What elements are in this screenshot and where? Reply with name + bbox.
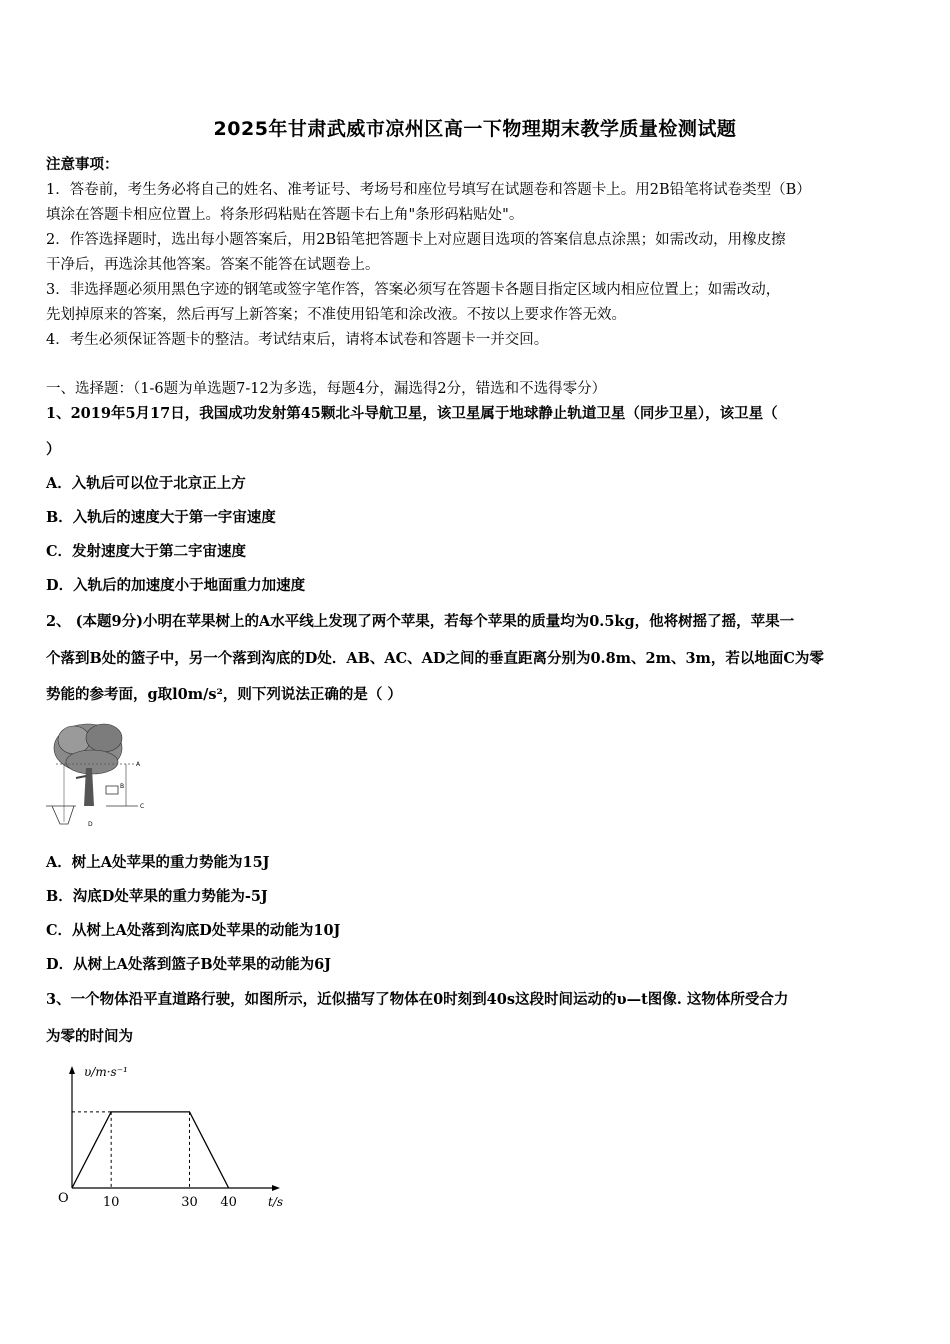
section-heading: 一、选择题：（1-6题为单选题7-12为多选，每题4分，漏选得2分，错选和不选得零分） xyxy=(46,381,607,397)
q2-option-a: A．树上A处苹果的重力势能为15J xyxy=(46,854,270,871)
notice-line: 1．答卷前，考生务必将自己的姓名、准考证号、考场号和座位号填写在试题卷和答题卡上。用2B铅笔将试卷类型（B） xyxy=(46,182,811,198)
figure-label-d: D xyxy=(88,821,93,828)
x-tick-label: 10 xyxy=(102,1195,120,1210)
q1-stem-cont: ） xyxy=(46,441,61,458)
figure-label-c: C xyxy=(140,803,145,810)
q3-stem-cont: 为零的时间为 xyxy=(46,1028,133,1045)
q2-stem: 2、 (本题9分)小明在苹果树上的A水平线上发现了两个苹果，若每个苹果的质量均为0.5kg，他将树摇了摇，苹果一 xyxy=(46,613,795,630)
q2-option-d: D．从树上A处落到篮子B处苹果的动能为6J xyxy=(46,956,332,973)
y-axis-label: υ/m·s⁻¹ xyxy=(84,1065,128,1079)
notice-line: 2．作答选择题时，选出每小题答案后，用2B铅笔把答题卡上对应题目选项的答案信息点涂黑；如需改动，用橡皮擦 xyxy=(46,232,786,248)
notice-line: 先划掉原来的答案，然后再写上新答案；不准使用铅笔和涂改液。不按以上要求作答无效。 xyxy=(46,307,626,323)
q2-stem-cont: 势能的参考面，g取l0m/s²，则下列说法正确的是（ ） xyxy=(46,686,402,703)
x-axis-label: t/s xyxy=(268,1195,284,1209)
q1-option-b: B．入轨后的速度大于第一宇宙速度 xyxy=(46,509,276,526)
x-tick-label: 30 xyxy=(181,1195,198,1210)
figure-label-a: A xyxy=(136,761,141,768)
x-axis-arrow xyxy=(272,1185,280,1191)
notice-line: 3．非选择题必须用黑色字迹的钢笔或签字笔作答，答案必须写在答题卡各题目指定区域内相应位置上；如需改动， xyxy=(46,282,781,298)
apple-tree-figure xyxy=(46,718,156,830)
q2-stem-cont: 个落到B处的篮子中，另一个落到沟底的D处．AB、AC、AD之间的垂直距离分别为0.8m、2m、3m，若以地面C为零 xyxy=(46,650,824,667)
figure-label-b: B xyxy=(120,783,125,790)
notice-line: 4．考生必须保证答题卡的整洁。考试结束后，请将本试卷和答题卡一并交回。 xyxy=(46,332,549,348)
notice-heading: 注意事项： xyxy=(46,156,119,173)
q2-option-b: B．沟底D处苹果的重力势能为-5J xyxy=(46,888,268,905)
q1-option-d: D．入轨后的加速度小于地面重力加速度 xyxy=(46,577,306,594)
x-tick-label: 40 xyxy=(220,1195,237,1210)
page-title: 2025年甘肃武威市凉州区高一下物理期末教学质量检测试题 xyxy=(213,118,737,140)
q1-option-c: C．发射速度大于第二宇宙速度 xyxy=(46,543,247,560)
y-axis-arrow xyxy=(69,1066,75,1074)
notice-line: 填涂在答题卡相应位置上。将条形码粘贴在答题卡右上角"条形码粘贴处"。 xyxy=(46,207,524,223)
velocity-time-graph xyxy=(52,1062,292,1212)
velocity-series-line xyxy=(72,1112,229,1188)
notice-line: 干净后，再选涂其他答案。答案不能答在试题卷上。 xyxy=(46,257,380,273)
q3-stem: 3、一个物体沿平直道路行驶，如图所示，近似描写了物体在0时刻到40s这段时间运动的υ—t图像. 这物体所受合力 xyxy=(46,991,789,1008)
q2-option-c: C．从树上A处落到沟底D处苹果的动能为10J xyxy=(46,922,341,939)
origin-label: O xyxy=(58,1191,69,1206)
q1-option-a: A．入轨后可以位于北京正上方 xyxy=(46,475,246,492)
q1-stem: 1、2019年5月17日，我国成功发射第45颗北斗导航卫星，该卫星属于地球静止轨道卫星（同步卫星），该卫星（ xyxy=(46,405,778,422)
